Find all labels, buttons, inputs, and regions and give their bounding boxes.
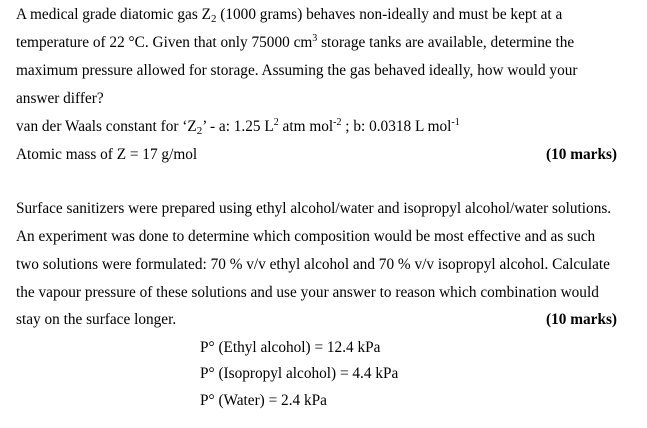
q1-line-1: A medical grade diatomic gas $Z_2$ (1000 grams) behaves non-ideally and must be kept at a — [16, 6, 563, 25]
vapour-pressure-water: P° (Water) = 2.4 kPa — [200, 392, 327, 409]
atomic-mass: Atomic mass of Z = 17 g/mol — [16, 146, 198, 163]
vapour-pressure-isopropyl: P° (Isopropyl alcohol) = 4.4 kPa — [200, 365, 399, 382]
van-der-waals-constants: van der Waals constant for ‘$Z_2$’ - a: 1.25 $L^2$ atm mol$^{-2}$ ; b: 0.0318 L mol$^{-1}$ — [16, 117, 460, 137]
q1-line-3: maximum pressure allowed for storage. Assuming the gas behaved ideally, how would your — [16, 62, 578, 79]
q1-line-4: answer differ? — [16, 90, 104, 107]
q2-marks: (10 marks) — [546, 311, 617, 328]
q2-line-3: two solutions were formulated: 70 % v/v ethyl alcohol and 70 % v/v isopropyl alcohol. Calculate — [16, 256, 610, 273]
q2-line-1: Surface sanitizers were prepared using ethyl alcohol/water and isopropyl alcohol/water solutions. — [16, 200, 612, 217]
q2-line-5: stay on the surface longer. — [16, 311, 177, 328]
vapour-pressure-ethyl: P° (Ethyl alcohol) = 12.4 kPa — [200, 339, 381, 356]
q2-line-4: the vapour pressure of these solutions and use your answer to reason which combination would — [16, 284, 599, 301]
q2-line-2: An experiment was done to determine which composition would be most effective and as such — [16, 228, 596, 245]
q1-line-2: temperature of 22 °C. Given that only 75000 $cm^3$ storage tanks are available, determine the — [16, 33, 575, 51]
q1-marks: (10 marks) — [546, 146, 617, 163]
